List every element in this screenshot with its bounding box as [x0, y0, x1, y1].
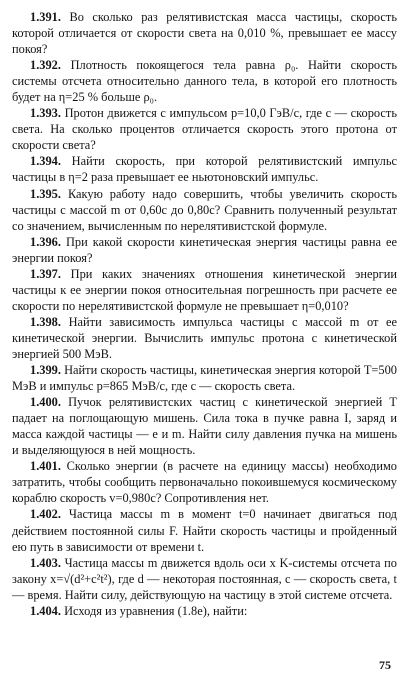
problem-number: 1.404.	[30, 603, 61, 618]
problem-1-399	[12, 362, 397, 394]
problem-1-393	[12, 105, 397, 153]
problem-1-394	[12, 153, 397, 185]
problem-1-398	[12, 314, 397, 362]
problem-1-403	[12, 555, 397, 603]
problem-text: Сколько энергии (в расчете на единицу массы) необходимо затратить, чтобы сообщить первоначально покоившемуся космическому кораблю скорость v=0,980c? Сопротивления нет.	[12, 459, 397, 506]
problem-number: 1.396.	[30, 234, 61, 249]
problem-number: 1.400.	[30, 395, 61, 410]
problem-text: Протон движется с импульсом p=10,0 ГэВ/с, где с — скорость света. На сколько процентов отличается скорость этого протона от скорости света?	[12, 106, 397, 153]
problem-text: Частица массы m движется вдоль оси x K-системы отсчета по закону x=√(d²+c²t²), где d — некоторая постоянная, c — скорость света, t — время. Найти силу, действующую на частицу в этой системе отсчета.	[12, 555, 397, 602]
problem-number: 1.395.	[30, 186, 61, 201]
problem-number: 1.393.	[30, 106, 61, 121]
problem-number: 1.403.	[30, 555, 61, 570]
problem-1-396	[12, 234, 397, 266]
page-number: 75	[379, 658, 391, 672]
problem-number: 1.394.	[30, 154, 61, 169]
problem-1-401	[12, 458, 397, 506]
problem-number: 1.399.	[30, 363, 61, 378]
problem-number: 1.397.	[30, 266, 61, 281]
problem-text: Исходя из уравнения (1.8е), найти:	[64, 603, 248, 618]
problem-1-391	[12, 9, 397, 57]
problem-number: 1.391.	[30, 10, 61, 24]
problem-text: Частица массы m в момент t=0 начинает двигаться под действием постоянной силы F. Найти скорость частицы и пройденный ею путь в зависимости от времени t.	[12, 507, 397, 554]
problem-number: 1.401.	[30, 459, 61, 474]
problem-number: 1.402.	[30, 507, 61, 522]
problem-1-395	[12, 186, 397, 234]
problem-1-397	[12, 266, 397, 314]
problem-text: Плотность покоящегося тела равна ρ₀. Найти скорость системы отсчета относительно данного тела, в которой его плотность будет на η=25 % больше ρ₀.	[12, 58, 397, 105]
problem-text: Найти скорость, при которой релятивистский импульс частицы в η=2 раза превышает ее ньютоновский импульс.	[12, 154, 397, 185]
problem-1-404	[12, 603, 397, 619]
problem-text: Найти скорость частицы, кинетическая энергия которой T=500 МэВ и импульс p=865 МэВ/с, где с — скорость света.	[12, 363, 397, 394]
problem-number: 1.392.	[30, 58, 61, 73]
problem-1-400	[12, 394, 397, 458]
problem-text: При каких значениях отношения кинетической энергии частицы к ее энергии покоя относительная погрешность при расчете ее скорости по нерелятивистской формуле не превышает η=0,010?	[12, 266, 397, 313]
problem-text: Какую работу надо совершить, чтобы увеличить скорость частицы с массой m от 0,60c до 0,80c? Сравнить полученный результат со значением, вычисленным по нерелятивистской формуле.	[12, 186, 397, 233]
problem-1-402	[12, 506, 397, 554]
problem-text: Пучок релятивистских частиц с кинетической энергией T падает на поглощающую мишень. Сила тока в пучке равна I, заряд и масса каждой частицы — e и m. Найти силу давления пучка на мишень и выделяющуюся в ней мощность.	[12, 395, 397, 458]
problem-text: Найти зависимость импульса частицы с массой m от ее кинетической энергии. Вычислить импульс протона с кинетической энергией 500 МэВ.	[12, 314, 397, 361]
problem-text: При какой скорости кинетическая энергия частицы равна ее энергии покоя?	[12, 234, 397, 265]
problem-number: 1.398.	[30, 314, 61, 329]
problem-text: Во сколько раз релятивистская масса частицы, скорость которой отличается от скорости света на 0,010 %, превышает ее массу покоя?	[12, 10, 397, 57]
problem-1-392	[12, 57, 397, 105]
